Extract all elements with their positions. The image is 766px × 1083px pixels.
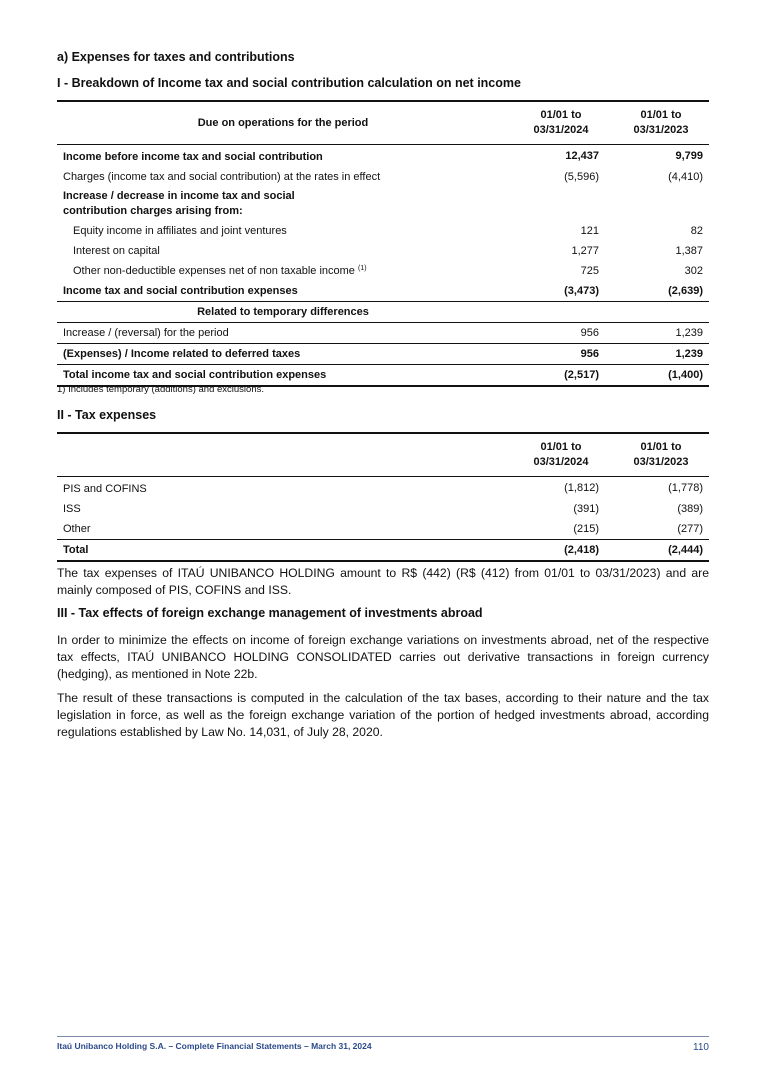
footer-text: Itaú Unibanco Holding S.A. – Complete Financial Statements – March 31, 2024	[57, 1041, 372, 1051]
row-label-text: Other non-deductible expenses net of non taxable income	[73, 265, 355, 277]
header-col-2023	[613, 433, 709, 477]
subheader-row	[57, 302, 709, 323]
row-value-2024: (2,517)	[564, 369, 599, 381]
row-value-2023: (4,410)	[668, 171, 703, 183]
row-value-2023: 1,387	[675, 245, 703, 257]
table-row	[57, 167, 709, 187]
section-1-title: I - Breakdown of Income tax and social contribution calculation on net income	[57, 76, 521, 90]
row-value-2023: 9,799	[675, 150, 703, 162]
header-col-2023-line1: 01/01 to	[640, 109, 682, 121]
footer-divider	[57, 1036, 709, 1037]
header-col-2023-line1: 01/01 to	[640, 441, 682, 453]
row-label: Equity income in affiliates and joint ventures	[73, 225, 287, 237]
row-value-2024: (1,812)	[564, 482, 599, 494]
section-2-title: II - Tax expenses	[57, 408, 157, 422]
table-row	[57, 241, 709, 261]
row-value-2024: (391)	[573, 503, 599, 515]
footnote-marker: (1)	[357, 265, 367, 272]
paragraph-tax-expenses: The tax expenses of ITAÚ UNIBANCO HOLDING amount to R$ (442) (R$ (412) from 01/01 to 03/31/2023) and are mainly composed of PIS, COFINS and ISS.	[57, 566, 709, 597]
section-a-title: a) Expenses for taxes and contributions	[57, 50, 295, 64]
header-label: Due on operations for the period	[197, 116, 369, 129]
paragraph-tax-bases: The result of these transactions is computed in the calculation of the tax bases, according to their nature and the tax legislation in force, as well as the foreign exchange variation of the portion of hedged investments abroad, according regulations established by Law No. 14,031, of July 28, 2020.	[57, 691, 709, 739]
header-col-2024-line2: 03/31/2024	[533, 124, 589, 136]
row-label: Income tax and social contribution expenses	[63, 285, 298, 297]
row-label: Interest on capital	[73, 245, 160, 257]
table-row	[57, 187, 709, 221]
table-footnote: 1) Includes temporary (additions) and exclusions.	[57, 384, 264, 395]
table-row	[57, 221, 709, 241]
table-row	[57, 261, 709, 281]
table-row	[57, 477, 709, 500]
row-label: PIS and COFINS	[63, 483, 147, 495]
row-label: ISS	[63, 503, 81, 515]
row-label: Increase / decrease in income tax and social contribution charges arising from:	[63, 190, 295, 217]
row-value-2024: 1,277	[571, 245, 599, 257]
page-number: 110	[693, 1042, 709, 1053]
row-label: Increase / (reversal) for the period	[63, 327, 229, 339]
header-col-2024	[509, 101, 613, 145]
table-row	[57, 499, 709, 519]
row-value-2024: 956	[580, 348, 599, 360]
row-label: Charges (income tax and social contribution) at the rates in effect	[63, 171, 381, 183]
table-row	[57, 281, 709, 302]
table-header-row	[57, 433, 709, 477]
row-value-2023: 302	[684, 265, 703, 277]
header-col-2023-line2: 03/31/2023	[633, 124, 689, 136]
row-value-2023: (389)	[677, 503, 703, 515]
paragraph-hedging: In order to minimize the effects on income of foreign exchange variations on investments abroad, net of the respective tax effects, ITAÚ UNIBANCO HOLDING CONSOLIDATED carries out derivative transactions in foreign currency (hedging), as mentioned in Note 22b.	[57, 633, 709, 681]
section-3-title: III - Tax effects of foreign exchange management of investments abroad	[57, 606, 483, 620]
row-value-2024: (215)	[573, 523, 599, 535]
table-row	[57, 145, 709, 168]
row-value-2024: 725	[580, 265, 599, 277]
income-tax-breakdown-table	[57, 100, 709, 387]
row-label: Total income tax and social contribution expenses	[63, 369, 327, 381]
header-col-2023-line2: 03/31/2023	[633, 456, 689, 468]
row-value-2024: 12,437	[565, 150, 599, 162]
row-label: Total	[63, 544, 89, 556]
row-value-2023: 1,239	[675, 327, 703, 339]
row-value-2023: (2,639)	[668, 285, 703, 297]
total-row	[57, 540, 709, 562]
tax-expenses-table	[57, 432, 709, 562]
header-col-2024	[509, 433, 613, 477]
row-label: Other	[63, 523, 91, 535]
total-row	[57, 365, 709, 387]
row-value-2024: 121	[580, 225, 599, 237]
row-value-2024: (5,596)	[564, 171, 599, 183]
header-col-2024-line1: 01/01 to	[540, 109, 582, 121]
subheader-label: Related to temporary differences	[197, 306, 369, 318]
row-value-2023: (1,778)	[668, 482, 703, 494]
row-label: (Expenses) / Income related to deferred taxes	[63, 348, 301, 360]
row-value-2023: (277)	[677, 523, 703, 535]
row-value-2023: (2,444)	[668, 544, 703, 556]
table-row	[57, 519, 709, 540]
table-row	[57, 344, 709, 365]
table-row	[57, 323, 709, 344]
row-label: Income before income tax and social contribution	[63, 151, 323, 163]
header-col-2024-line2: 03/31/2024	[533, 456, 589, 468]
row-value-2023: 1,239	[675, 348, 703, 360]
row-value-2023: (1,400)	[668, 369, 703, 381]
row-value-2024: (2,418)	[564, 544, 599, 556]
row-value-2024: 956	[580, 327, 599, 339]
row-label	[57, 261, 509, 281]
row-value-2023: 82	[690, 225, 703, 237]
header-col-2023	[613, 101, 709, 145]
header-col-2024-line1: 01/01 to	[540, 441, 582, 453]
row-value-2024: (3,473)	[564, 285, 599, 297]
table-header-row	[57, 101, 709, 145]
